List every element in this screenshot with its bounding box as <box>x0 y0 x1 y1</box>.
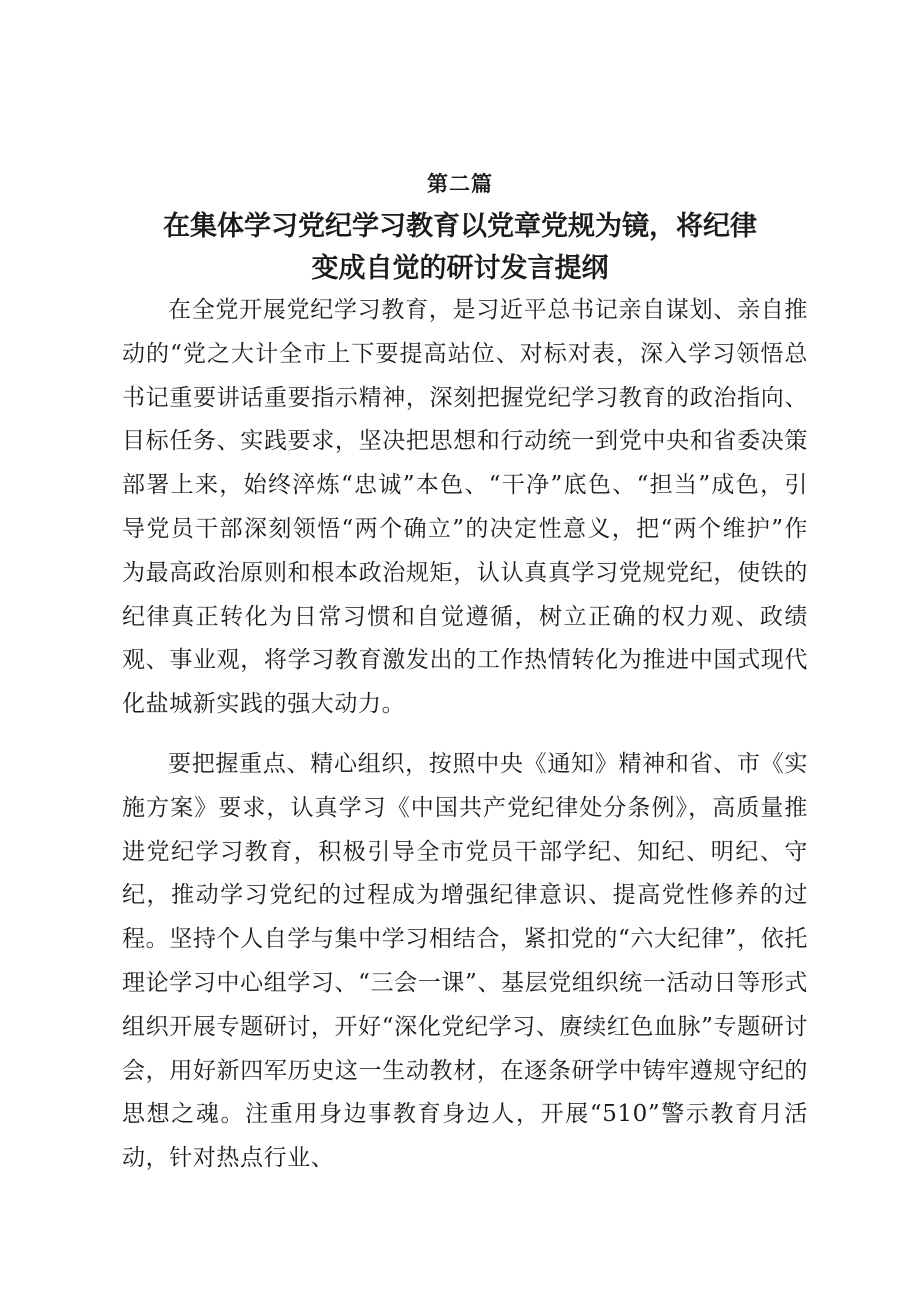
body-paragraph: 要把握重点、精心组织，按照中央《通知》精神和省、市《实施方案》要求，认真学习《中国共产党纪律处分条例》，高质量推进党纪学习教育，积极引导全市党员干部学纪、知纪、明纪、守纪，推动学习党纪的过程成为增强纪律意识、提高党性修养的过程。坚持个人自学与集中学习相结合，紧扣党的“六大纪律”，依托理论学习中心组学习、“三会一课”、基层党组织统一活动日等形式组织开展专题研讨，开好“深化党纪学习、赓续红色血脉”专题研讨会，用好新四军历史这一生动教材，在逐条研学中铸牢遵规守纪的思想之魂。注重用身边事教育身边人，开展“510”警示教育月活动，针对热点行业、 <box>122 750 808 1172</box>
section-label: 第二篇 <box>427 171 493 196</box>
title-line: 变成自觉的研讨发言提纲 <box>311 253 609 284</box>
body-paragraph: 在全党开展党纪学习教育，是习近平总书记亲自谋划、亲自推动的“党之大计全市上下要提高站位、对标对表，深入学习领悟总书记重要讲话重要指示精神，深刻把握党纪学习教育的政治指向、目标任务、实践要求，坚决把思想和行动统一到党中央和省委决策部署上来，始终淬炼“忠诚”本色、“干净”底色、“担当”成色，引导党员干部深刻领悟“两个确立”的决定性意义，把“两个维护”作为最高政治原则和根本政治规矩，认认真真学习党规党纪，使铁的纪律真正转化为日常习惯和自觉遵循，树立正确的权力观、政绩观、事业观，将学习教育激发出的工作热情转化为推进中国式现代化盐城新实践的强大动力。 <box>122 297 808 718</box>
document-title <box>110 206 810 290</box>
title-line: 在集体学习党纪学习教育以党章党规为镜，将纪律 <box>163 211 757 242</box>
document-body <box>122 289 808 1181</box>
